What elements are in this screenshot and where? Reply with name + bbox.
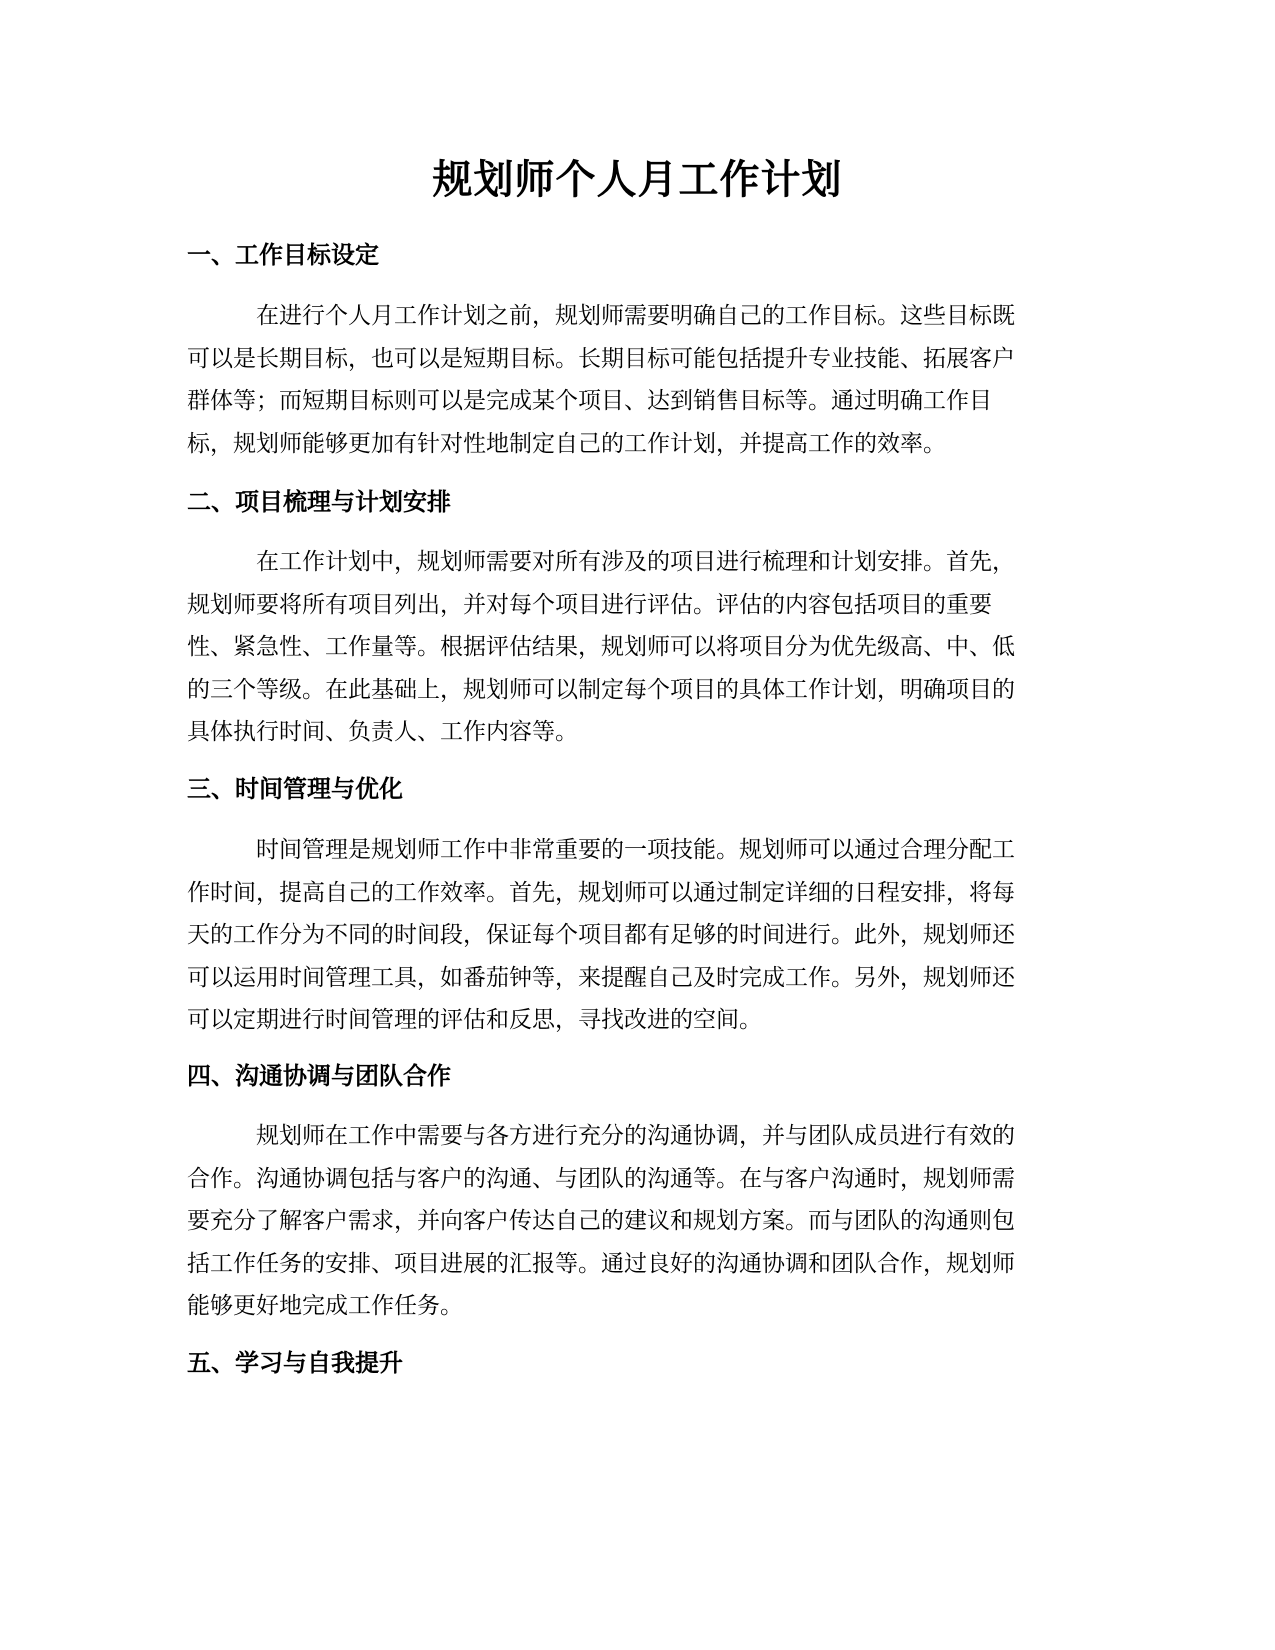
section-heading-1: 一、工作目标设定 [187, 241, 379, 269]
paragraph-line: 在工作计划中，规划师需要对所有涉及的项目进行梳理和计划安排。首先， [256, 549, 1015, 575]
paragraph-line: 括工作任务的安排、项目进展的汇报等。通过良好的沟通协调和团队合作，规划师 [187, 1250, 1015, 1277]
paragraph-line: 能够更好地完成工作任务。 [187, 1293, 463, 1319]
paragraph-line: 具体执行时间、负责人、工作内容等。 [187, 719, 578, 745]
page-title: 规划师个人月工作计划 [432, 157, 843, 203]
paragraph-line: 性、紧急性、工作量等。根据评估结果，规划师可以将项目分为优先级高、中、低 [187, 634, 1015, 660]
section-paragraph-1 [187, 295, 1087, 465]
section-heading-3: 三、时间管理与优化 [187, 775, 403, 803]
section-heading-2: 二、项目梳理与计划安排 [187, 488, 451, 516]
paragraph-line: 规划师要将所有项目列出，并对每个项目进行评估。评估的内容包括项目的重要 [187, 591, 992, 618]
paragraph-line: 要充分了解客户需求，并向客户传达自己的建议和规划方案。而与团队的沟通则包 [187, 1208, 1015, 1234]
section-paragraph-3 [187, 829, 1087, 1042]
paragraph-line: 合作。沟通协调包括与客户的沟通、与团队的沟通等。在与客户沟通时，规划师需 [187, 1165, 1015, 1192]
paragraph-line: 可以运用时间管理工具，如番茄钟等，来提醒自己及时完成工作。另外，规划师还 [187, 964, 1015, 991]
paragraph-line: 可以是长期目标，也可以是短期目标。长期目标可能包括提升专业技能、拓展客户 [187, 345, 1015, 372]
paragraph-line: 规划师在工作中需要与各方进行充分的沟通协调，并与团队成员进行有效的 [256, 1123, 1015, 1149]
paragraph-line: 的三个等级。在此基础上，规划师可以制定每个项目的具体工作计划，明确项目的 [187, 676, 1015, 703]
section-paragraph-4 [187, 1115, 1087, 1328]
paragraph-line: 群体等；而短期目标则可以是完成某个项目、达到销售目标等。通过明确工作目 [187, 388, 992, 414]
paragraph-line: 天的工作分为不同的时间段，保证每个项目都有足够的时间进行。此外，规划师还 [187, 922, 1015, 948]
section-heading-5: 五、学习与自我提升 [187, 1349, 403, 1377]
section-heading-4: 四、沟通协调与团队合作 [187, 1062, 451, 1090]
paragraph-line: 作时间，提高自己的工作效率。首先，规划师可以通过制定详细的日程安排，将每 [187, 879, 1015, 906]
paragraph-line: 在进行个人月工作计划之前，规划师需要明确自己的工作目标。这些目标既 [256, 303, 1015, 329]
paragraph-line: 标，规划师能够更加有针对性地制定自己的工作计划，并提高工作的效率。 [187, 430, 946, 457]
section-paragraph-2 [187, 541, 1087, 754]
paragraph-line: 可以定期进行时间管理的评估和反思，寻找改进的空间。 [187, 1007, 762, 1033]
paragraph-line: 时间管理是规划师工作中非常重要的一项技能。规划师可以通过合理分配工 [256, 837, 1015, 863]
